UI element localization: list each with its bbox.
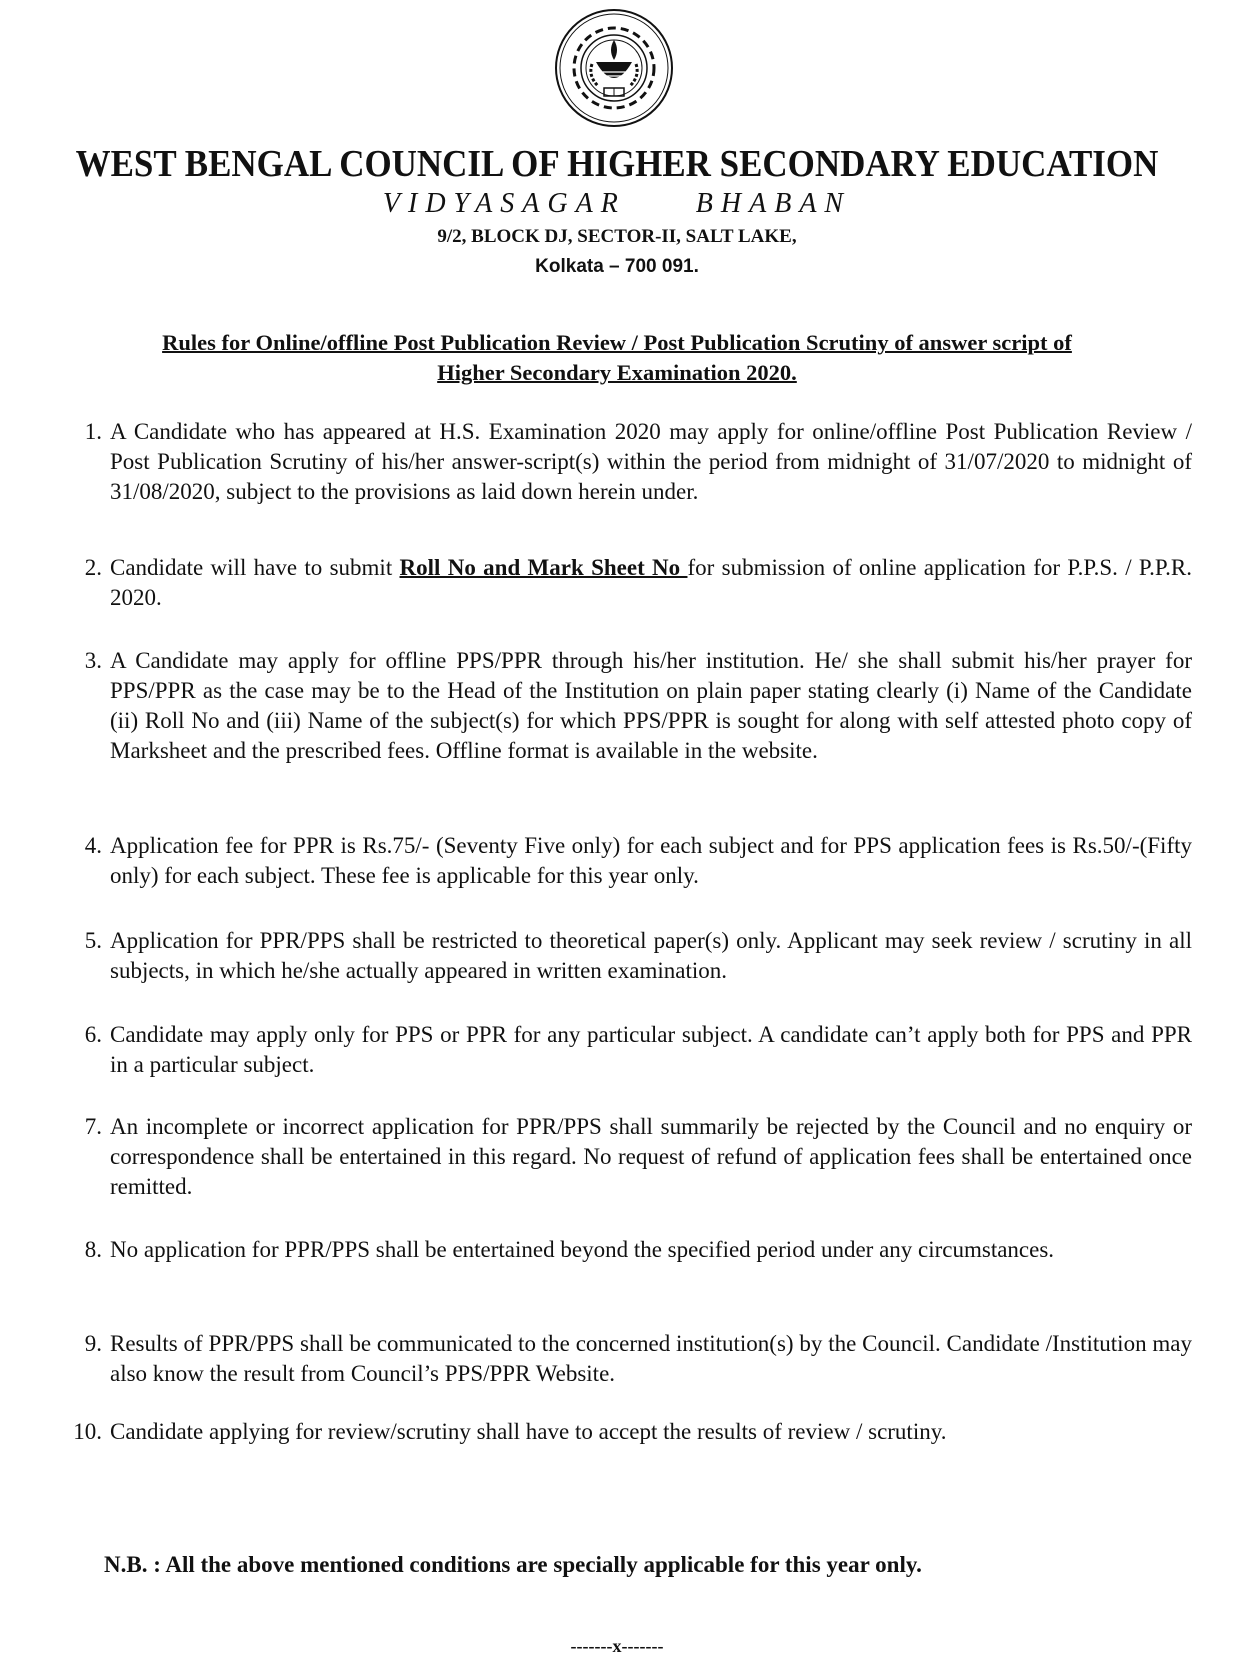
rule-number: 1.	[84, 419, 102, 444]
rule-number: 7.	[84, 1114, 102, 1139]
building-name-part2: BHABAN	[695, 188, 852, 219]
document-title-line2: Higher Secondary Examination 2020.	[437, 360, 797, 385]
rule-number: 6.	[84, 1022, 102, 1047]
city-line: Kolkata – 700 091.	[535, 256, 699, 277]
rule-text: Candidate may apply only for PPS or PPR for any particular subject. A candidate can’t apply both for PPS and PPR in a particular subject.	[110, 1022, 1192, 1077]
council-emblem-logo	[552, 6, 676, 130]
address-line: 9/2, BLOCK DJ, SECTOR-II, SALT LAKE,	[437, 226, 797, 247]
rule-number: 5.	[84, 928, 102, 953]
document-title-line1: Rules for Online/offline Post Publication Review / Post Publication Scrutiny of answer script of	[162, 330, 1072, 355]
rule-text: Application fee for PPR is Rs.75/- (Seventy Five only) for each subject and for PPS application fees is Rs.50/-(Fifty only) for each subject. These fee is applicable for this year only.	[110, 833, 1192, 888]
rule-number: 4.	[84, 833, 102, 858]
rule-text: A Candidate may apply for offline PPS/PPR through his/her institution. He/ she shall submit his/her prayer for PPS/PPR as the case may be to the Head of the Institution on plain paper stating clearly (i) Name of the Candidate (ii) Roll No and (iii) Name of the subject(s) for which PPS/PPR is sought for along with self attested photo copy of Marksheet and the prescribed fees. Offline format is available in the website.	[110, 648, 1192, 763]
rule-number: 10.	[73, 1419, 102, 1444]
note-nb: N.B. : All the above mentioned conditions are specially applicable for this year only.	[104, 1552, 922, 1577]
rule-text-part: for submission of online application for P.P.S. / P.P.R. 2020.	[110, 555, 1192, 610]
rule-number: 3.	[84, 648, 102, 673]
rule-text: An incomplete or incorrect application for PPR/PPS shall summarily be rejected by the Council and no enquiry or correspondence shall be entertained in this regard. No request of refund of application fees shall be entertained once remitted.	[110, 1114, 1192, 1199]
rule-text-part: Candidate will have to submit	[110, 555, 400, 580]
rule-number: 8.	[84, 1237, 102, 1262]
rule-text: No application for PPR/PPS shall be entertained beyond the specified period under any circumstances.	[110, 1237, 1055, 1262]
document-title	[40, 328, 1194, 388]
rule-text: A Candidate who has appeared at H.S. Examination 2020 may apply for online/offline Post Publication Review / Post Publication Scrutiny of his/her answer-script(s) within the period from midnight of 31/07/2020 to midnight of 31/08/2020, subject to the provisions as laid down herein under.	[110, 419, 1192, 504]
end-mark: -------x-------	[570, 1636, 664, 1656]
rule-text	[110, 553, 1192, 613]
rule-emphasis: Roll No and Mark Sheet No	[399, 555, 688, 580]
rule-number: 9.	[84, 1331, 102, 1356]
building-name-part1: VIDYASAGAR	[382, 188, 626, 219]
rule-number: 2.	[84, 555, 102, 580]
organization-name: WEST BENGAL COUNCIL OF HIGHER SECONDARY EDUCATION	[75, 143, 1159, 185]
building-name	[0, 188, 1234, 220]
rule-text: Candidate applying for review/scrutiny shall have to accept the results of review / scrutiny.	[110, 1419, 947, 1444]
rule-text: Results of PPR/PPS shall be communicated to the concerned institution(s) by the Council. Candidate /Institution may also know the result from Council’s PPS/PPR Website.	[110, 1331, 1192, 1386]
rule-text: Application for PPR/PPS shall be restricted to theoretical paper(s) only. Applicant may seek review / scrutiny in all subjects, in which he/she actually appeared in written examination.	[110, 928, 1192, 983]
